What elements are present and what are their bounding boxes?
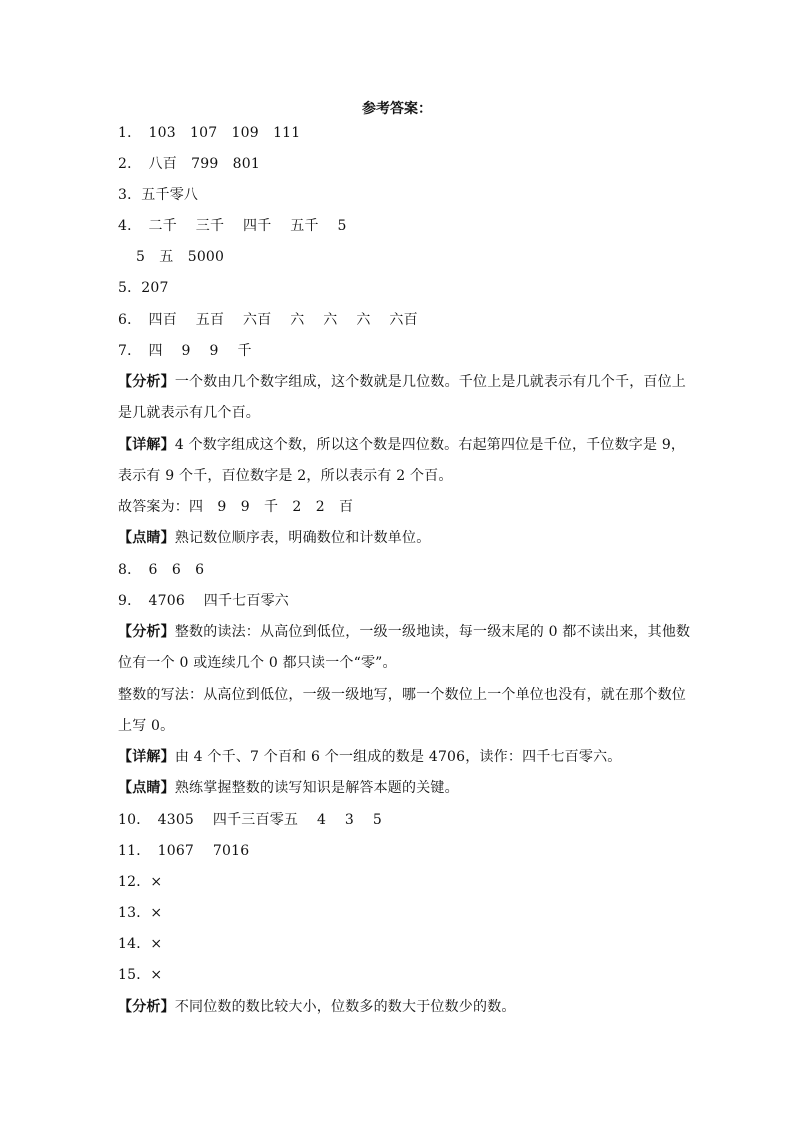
q9-detail-text: 由 4 个千、7 个百和 6 个一组成的数是 4706，读作：四千七百零六。	[174, 749, 622, 765]
analysis-tag: 【分析】	[118, 624, 175, 640]
q9-analysis-text: 整数的读法：从高位到低位，一级一级地读，每一级末尾的 0 都不读出来，其他数	[174, 624, 691, 640]
q9-tip	[118, 779, 459, 797]
answer-line-2: 2． 八百 799 801	[118, 156, 260, 172]
q7-analysis-cont: 是几就表示有几个百。	[118, 405, 260, 421]
q9-write-rule-cont: 上写 0。	[118, 718, 175, 734]
answer-line-14: 14．×	[118, 936, 163, 952]
q7-tip	[118, 529, 430, 547]
q7-analysis-text: 一个数由几个数字组成，这个数就是几位数。千位上是几就表示有几个千，百位上	[174, 374, 687, 390]
analysis-tag: 【分析】	[118, 374, 175, 390]
answer-line-1: 1． 103 107 109 111	[118, 125, 301, 141]
detail-tag: 【详解】	[118, 749, 175, 765]
answer-line-4-cont: 5 五 5000	[136, 249, 225, 265]
answer-line-15: 15．×	[118, 967, 163, 983]
q9-write-rule: 整数的写法：从高位到低位，一级一级地写，哪一个数位上一个单位也没有，就在那个数位	[118, 687, 686, 703]
detail-tag: 【详解】	[118, 437, 175, 453]
answer-line-5: 5．207	[118, 280, 169, 296]
q7-answer: 故答案为：四 9 9 千 2 2 百	[118, 499, 354, 515]
answer-line-4: 4． 二千 三千 四千 五千 5	[118, 218, 347, 234]
analysis-tag: 【分析】	[118, 999, 175, 1015]
q7-analysis	[118, 373, 686, 391]
answer-line-3: 3．五千零八	[118, 187, 199, 203]
q7-tip-text: 熟记数位顺序表，明确数位和计数单位。	[174, 530, 431, 546]
q9-tip-text: 熟练掌握整数的读写知识是解答本题的关键。	[174, 780, 459, 796]
answer-line-7: 7． 四 9 9 千	[118, 343, 252, 359]
q15-analysis	[118, 998, 516, 1016]
answer-line-12: 12．×	[118, 874, 163, 890]
q9-analysis-cont: 位有一个 0 或连续几个 0 都只读一个“零”。	[118, 655, 397, 671]
q7-detail-text: 4 个数字组成这个数，所以这个数是四位数。右起第四位是千位，千位数字是 9，	[174, 437, 686, 453]
answer-line-13: 13．×	[118, 905, 163, 921]
answer-line-6: 6． 四百 五百 六百 六 六 六 六百	[118, 312, 418, 328]
q9-detail	[118, 748, 621, 766]
q7-detail	[118, 436, 685, 454]
tip-tag: 【点睛】	[118, 530, 175, 546]
tip-tag: 【点睛】	[118, 780, 175, 796]
q15-analysis-text: 不同位数的数比较大小，位数多的数大于位数少的数。	[174, 999, 516, 1015]
answer-line-10: 10． 4305 四千三百零五 4 3 5	[118, 812, 382, 828]
answer-line-8: 8． 6 6 6	[118, 562, 205, 578]
answer-line-9: 9． 4706 四千七百零六	[118, 593, 289, 609]
q9-analysis	[118, 623, 690, 641]
page-title: 参考答案：	[362, 101, 432, 117]
q7-detail-cont: 表示有 9 个千，百位数字是 2，所以表示有 2 个百。	[118, 468, 453, 484]
answer-line-11: 11． 1067 7016	[118, 843, 250, 859]
